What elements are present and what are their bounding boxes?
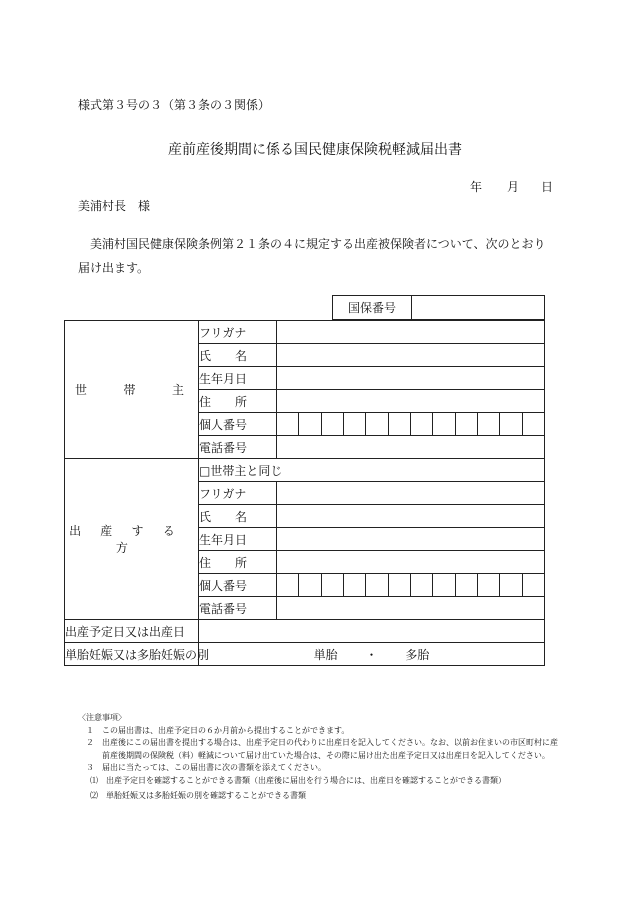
head-mynumber-digit[interactable] [321,413,343,436]
head-birthdate-field[interactable] [277,367,545,390]
head-mynumber-digit[interactable] [500,413,522,436]
birth-mynumber-digit[interactable] [277,574,299,597]
head-mynumber-digit[interactable] [477,413,499,436]
head-mynumber-digit[interactable] [522,413,544,436]
form-title: 産前産後期間に係る国民健康保険税軽減届出書 [168,142,462,158]
birth-person-section-label: 出産する方 [65,459,199,620]
head-mynumber-digit[interactable] [388,413,410,436]
head-mynumber-digit[interactable] [455,413,477,436]
birth-mynumber-digit[interactable] [366,574,388,597]
head-furigana-field[interactable] [277,321,545,344]
head-mynumber-digit[interactable] [277,413,299,436]
head-mynumber-digit[interactable] [433,413,455,436]
birth-phone-field[interactable] [277,597,545,620]
notes-header: 〈注意事項〉 [78,713,126,722]
addressee: 美浦村長 様 [78,199,151,213]
birth-mynumber-digit[interactable] [522,574,544,597]
intro-text: 美浦村国民健康保険条例第２１条の４に規定する出産被保険者について、次のとおり届け出ます。 [78,237,546,275]
head-mynumber-label: 個人番号 [199,413,277,436]
kokuho-number-label: 国保番号 [333,296,412,319]
birth-mynumber-digit[interactable] [500,574,522,597]
head-birthdate-label: 生年月日 [199,367,277,390]
date-day-label: 日 [541,180,554,194]
birth-mynumber-digit[interactable] [477,574,499,597]
head-mynumber-digit[interactable] [299,413,321,436]
birth-mynumber-digit[interactable] [343,574,365,597]
form-number: 様式第３号の３（第３条の３関係） [78,98,271,112]
head-name-field[interactable] [277,344,545,367]
head-mynumber-digit[interactable] [343,413,365,436]
date-year-label: 年 [470,180,483,194]
notes [78,712,558,803]
note-3-2: ⑵ 単胎妊娠又は多胎妊娠の別を確認することができる書類 [90,791,306,800]
birth-address-field[interactable] [277,551,545,574]
head-phone-field[interactable] [277,436,545,459]
birth-mynumber-digit[interactable] [299,574,321,597]
birth-birthdate-field[interactable] [277,528,545,551]
note-1: １ この届出書は、出産予定日の６か月前から提出することができます。 [86,725,350,735]
same-as-head-checkbox[interactable]: □世帯主と同じ [199,459,545,482]
head-furigana-label: フリガナ [199,321,277,344]
birth-name-label: 氏 名 [199,505,277,528]
kokuho-number-field[interactable] [412,296,544,319]
birth-mynumber-digit[interactable] [388,574,410,597]
head-address-field[interactable] [277,390,545,413]
head-name-label: 氏 名 [199,344,277,367]
birth-address-label: 住 所 [199,551,277,574]
birth-name-field[interactable] [277,505,545,528]
birth-mynumber-digit[interactable] [410,574,432,597]
due-date-label: 出産予定日又は出産日 [65,620,199,643]
birth-mynumber-digit[interactable] [455,574,477,597]
birth-mynumber-digit[interactable] [321,574,343,597]
multiple-pregnancy-option[interactable]: 多胎 [405,647,430,662]
pregnancy-type-options [199,643,545,666]
kokuho-number-box [332,295,545,320]
pregnancy-type-label: 単胎妊娠又は多胎妊娠の別 [65,643,199,666]
head-mynumber-digit[interactable] [366,413,388,436]
application-table [64,320,545,666]
birth-phone-label: 電話番号 [199,597,277,620]
due-date-field[interactable] [199,620,545,643]
head-phone-label: 電話番号 [199,436,277,459]
head-mynumber-digit[interactable] [410,413,432,436]
note-3-1: ⑴ 出産予定日を確認することができる書類（出産後に届出を行う場合には、出産日を確認することができる書類） [90,775,506,785]
birth-mynumber-label: 個人番号 [199,574,277,597]
date-month-label: 月 [507,180,520,194]
head-address-label: 住 所 [199,390,277,413]
option-separator: ・ [365,647,378,662]
birth-furigana-field[interactable] [277,482,545,505]
birth-mynumber-digit[interactable] [433,574,455,597]
household-head-section-label: 世 帯 主 [65,321,199,459]
note-2: ２ 出産後にこの届出書を提出する場合は、出産予定日の代わりに出産日を記入してください。なお、以前お住まいの市区町村に産前産後期間の保険税（料）軽減について届け出ていた場合は、その際に届け出た出産予定日又は出産日を記入してください。 [86,738,558,760]
birth-birthdate-label: 生年月日 [199,528,277,551]
birth-furigana-label: フリガナ [199,482,277,505]
single-pregnancy-option[interactable]: 単胎 [313,647,338,662]
note-3: ３ 届出に当たっては、この届出書に次の書類を添えてください。 [86,763,326,772]
